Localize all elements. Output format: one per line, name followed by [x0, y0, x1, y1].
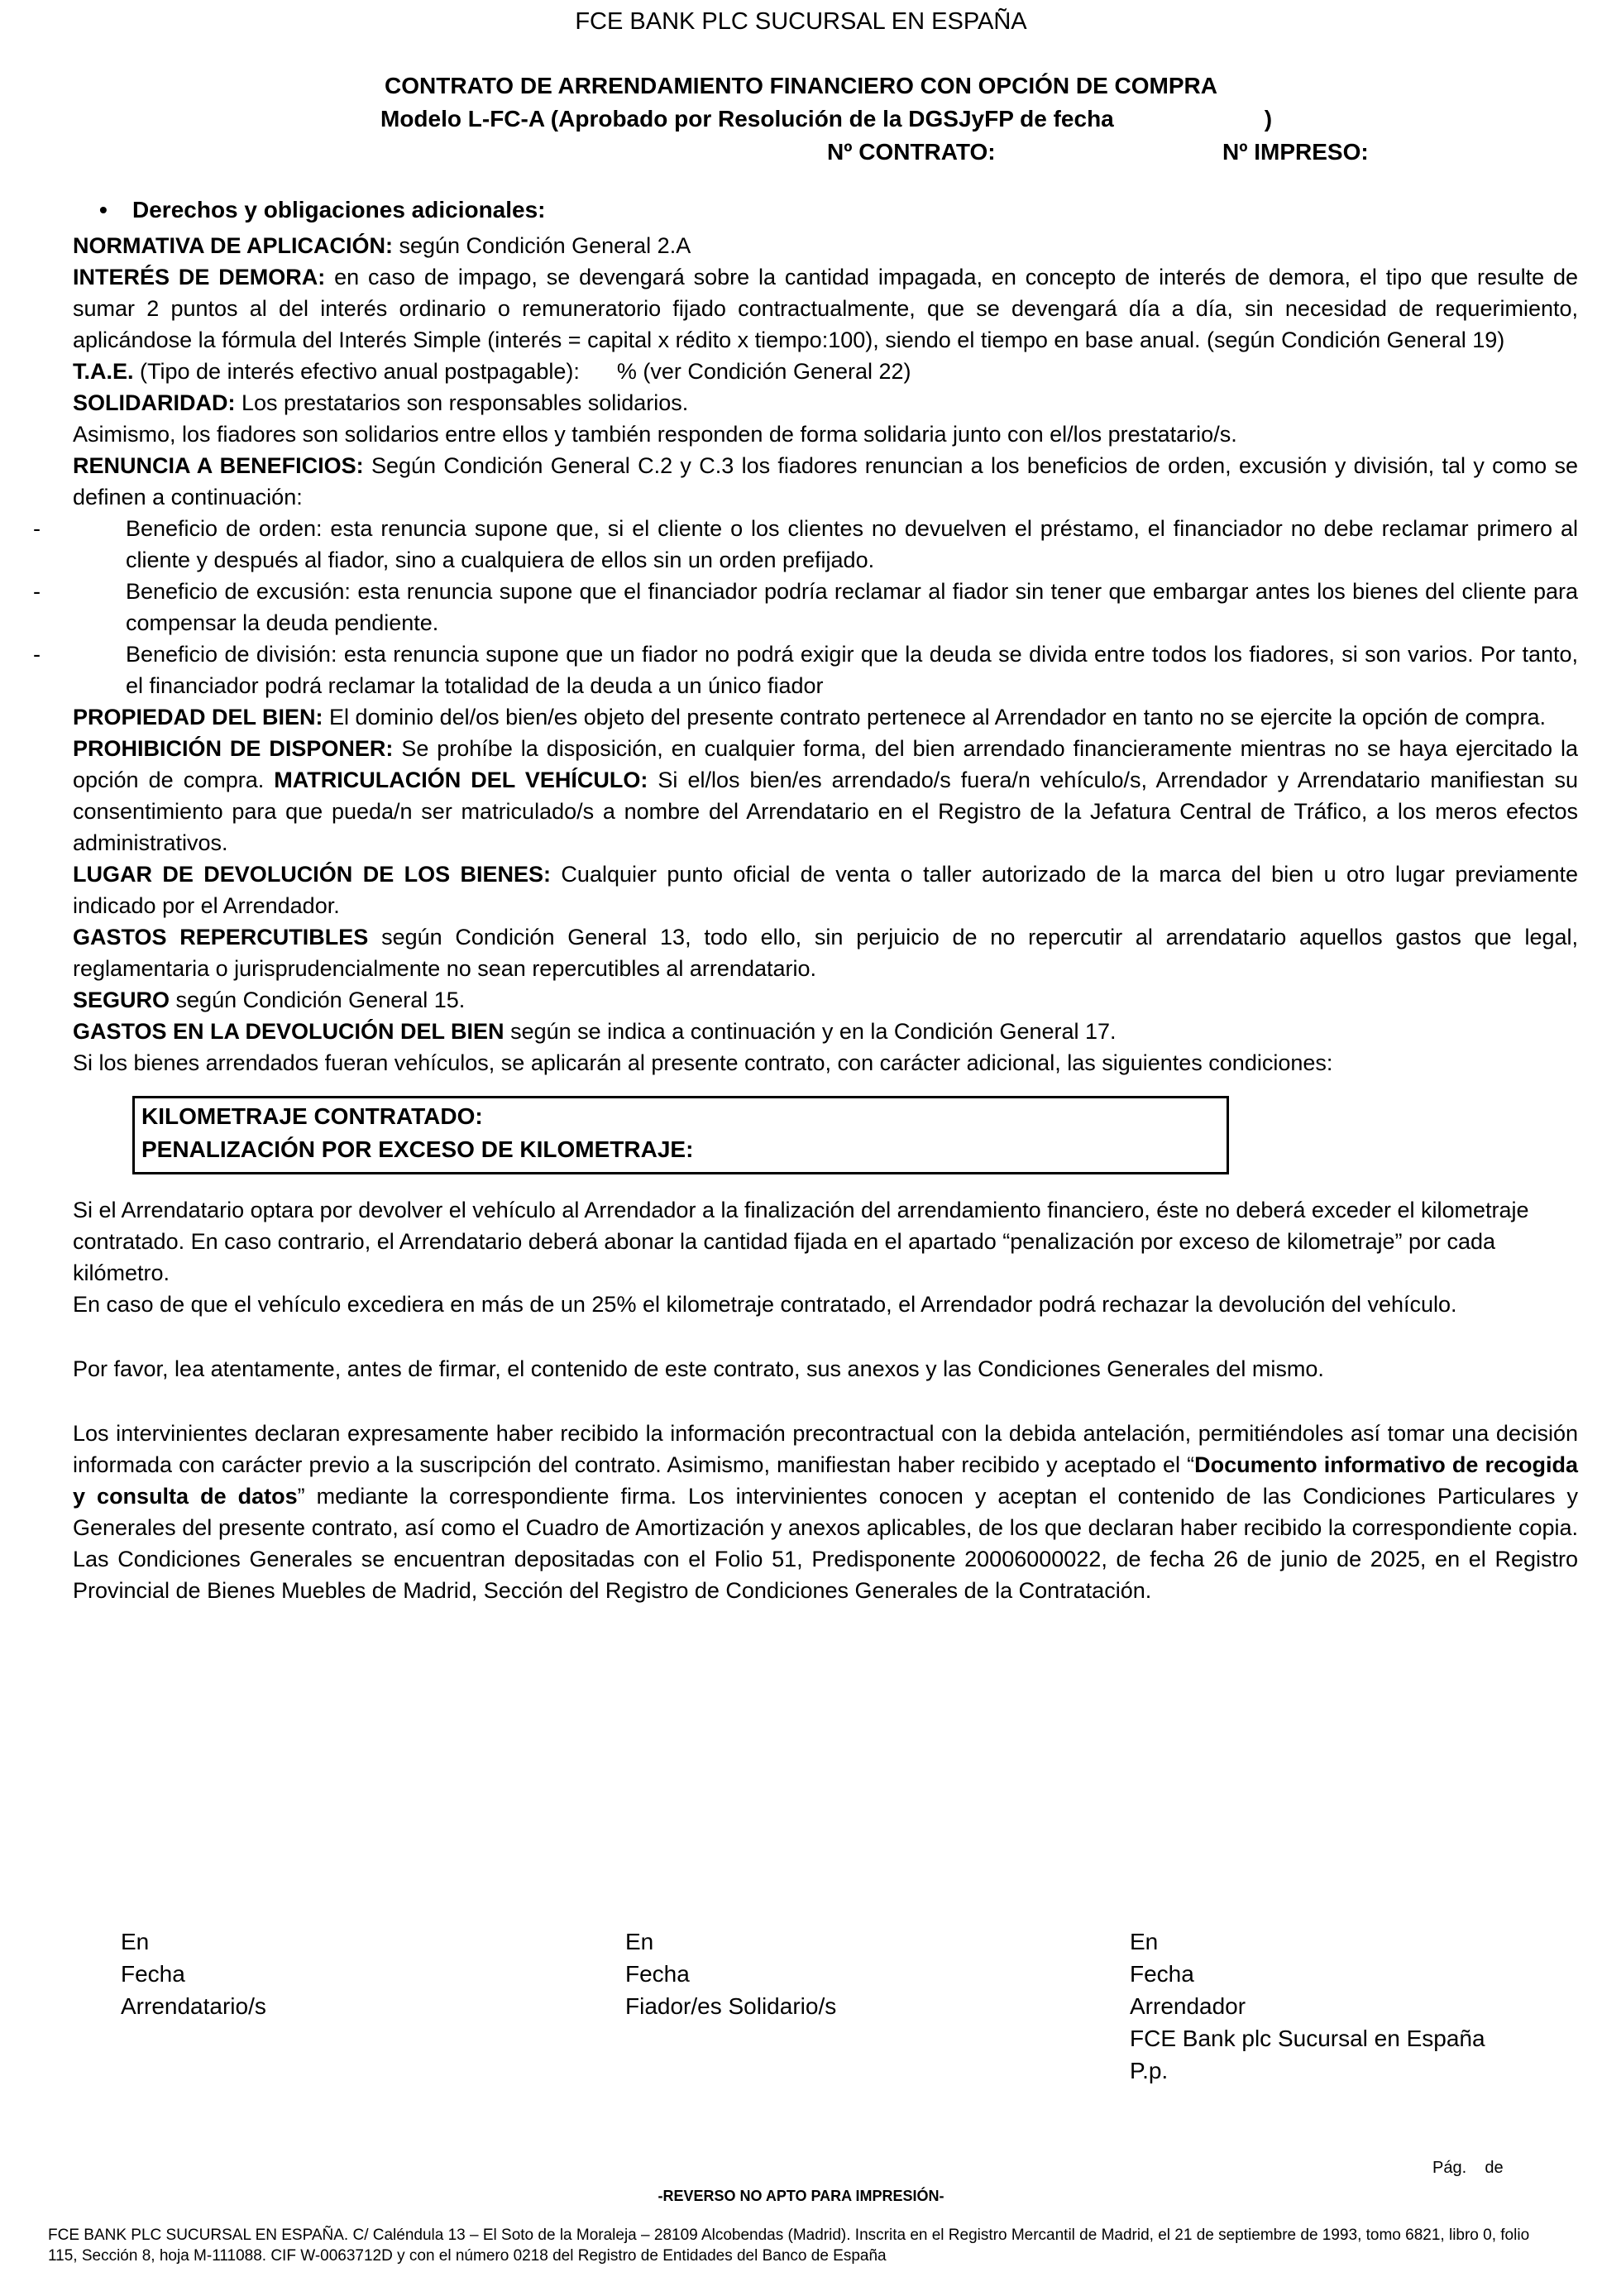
tae-text: (Tipo de interés efectivo anual postpagable): % (ver Condición General 22) — [133, 359, 911, 384]
sig-en: En — [121, 1929, 150, 1954]
kilometraje-contratado: KILOMETRAJE CONTRATADO: — [141, 1103, 483, 1129]
signature-arrendador — [1130, 1925, 1485, 2087]
seguro-text: según Condición General 15. — [170, 988, 466, 1012]
signature-fiador — [625, 1925, 836, 2022]
sig-role: Arrendador — [1130, 1993, 1246, 2019]
sig-en: En — [625, 1929, 654, 1954]
normativa-label: NORMATIVA DE APLICACIÓN: — [73, 233, 393, 258]
sig-en: En — [1130, 1929, 1159, 1954]
devolucion-label: GASTOS EN LA DEVOLUCIÓN DEL BIEN — [73, 1019, 505, 1044]
bullet-icon: • — [99, 197, 108, 222]
dash-marker: - — [33, 642, 41, 667]
list-item — [33, 639, 1578, 701]
lugar-clause — [73, 859, 1578, 921]
sig-role: Arrendatario/s — [121, 1993, 266, 2019]
km-exceso-paragraph: En caso de que el vehículo excediera en más de un 25% el kilometraje contratado, el Arrendador podrá rechazar la devolución del vehículo. — [73, 1292, 1457, 1317]
model-text: Modelo L-FC-A (Aprobado por Resolución de la DGSJyFP de fecha — [380, 106, 1114, 132]
seguro-clause — [73, 984, 1578, 1016]
lugar-label: LUGAR DE DEVOLUCIÓN DE LOS BIENES: — [73, 862, 552, 887]
signature-arrendatario — [121, 1925, 266, 2022]
footer-legal: FCE BANK PLC SUCURSAL EN ESPAÑA. C/ Caléndula 13 – El Soto de la Moraleja – 28109 Alcobendas (Madrid). Inscrita en el Registro Mercantil de Madrid, el 21 de septiembre de 1993, tomo 6821, libro 0, folio 115, Sección 8, hoja M-111088. CIF W-0063712D y con el número 0218 del Registro de Entidades del Banco de España — [48, 2227, 1530, 2265]
demora-label: INTERÉS DE DEMORA: — [73, 265, 326, 289]
kilometraje-box — [132, 1096, 1229, 1174]
declaration-text-1: Los intervinientes declaran expresamente haber recibido la información precontractual con la debida antelación, permitiéndoles así tomar una decisión informada con carácter previo a la suscripción del contrato. Asimismo, manifiestan haber recibido y aceptado el “ — [73, 1421, 1578, 1477]
beneficio-division: Beneficio de división: esta renuncia supone que un fiador no podrá exigir que la deuda se divida entre todos los fiadores, si son varios. Por tanto, el financiador podrá reclamar la totalidad de la deuda a un único fiador — [126, 642, 1578, 698]
read-notice: Por favor, lea atentamente, antes de firmar, el contenido de este contrato, sus anexos y las Condiciones Generales del mismo. — [73, 1356, 1324, 1381]
section-heading-text: Derechos y obligaciones adicionales: — [132, 197, 546, 222]
contract-number-label: Nº CONTRATO: — [827, 139, 996, 165]
tae-clause — [73, 356, 1578, 387]
devolucion-text: según se indica a continuación y en la Condición General 17. — [504, 1019, 1117, 1044]
renuncia-clause — [73, 450, 1578, 513]
print-number-label: Nº IMPRESO: — [1222, 139, 1369, 165]
section-heading — [99, 197, 546, 223]
declaration-bold: Documento informativo de recogida y consulta de datos — [73, 1452, 1578, 1509]
matriculacion-label: MATRICULACIÓN DEL VEHÍCULO: — [274, 768, 648, 792]
list-item — [33, 576, 1578, 639]
prohibicion-clause — [73, 733, 1578, 859]
clauses-top — [73, 230, 1578, 513]
devolucion-clause — [73, 1016, 1578, 1047]
gastos-label: GASTOS REPERCUTIBLES — [73, 925, 369, 949]
beneficio-excusion: Beneficio de excusión: esta renuncia supone que el financiador podría reclamar al fiador sin tener que embargar antes los bienes del cliente para compensar la deuda pendiente. — [126, 579, 1578, 635]
contract-model — [380, 106, 1272, 132]
gastos-clause — [73, 921, 1578, 984]
seguro-label: SEGURO — [73, 988, 170, 1012]
sig-fecha: Fecha — [1130, 1961, 1194, 1987]
dash-marker: - — [33, 579, 41, 604]
beneficio-orden: Beneficio de orden: esta renuncia supone que, si el cliente o los clientes no devuelven el préstamo, el financiador no debe reclamar primero al cliente y después al fiador, sino a cualquiera de ellos sin un orden prefijado. — [126, 516, 1578, 572]
list-item — [33, 513, 1578, 576]
propiedad-label: PROPIEDAD DEL BIEN: — [73, 705, 323, 729]
matriculacion-text: Si el/los bien/es arrendado/s fuera/n vehículo/s, Arrendador y Arrendatario manifiestan su consentimiento para que pueda/n ser matriculado/s a nombre del Arrendatario en el Registro de la Jefatura Central de Tráfico, a los meros efectos administrativos. — [73, 768, 1578, 855]
solidaridad-text: Los prestatarios son responsables solidarios. — [235, 390, 689, 415]
penalizacion-exceso: PENALIZACIÓN POR EXCESO DE KILOMETRAJE: — [141, 1136, 694, 1162]
sig-fecha: Fecha — [121, 1961, 185, 1987]
km-paragraph: Si el Arrendatario optara por devolver el vehículo al Arrendador a la finalización del arrendamiento financiero, éste no deberá exceder el kilometraje contratado. En caso contrario, el Arrendatario deberá abonar la cantidad fijada en el apartado “penalización por exceso de kilometraje” por cada kilómetro. — [73, 1198, 1529, 1285]
sig-fecha: Fecha — [625, 1961, 690, 1987]
sig-pp: P.p. — [1130, 2058, 1169, 2083]
declaration-paragraph — [73, 1418, 1578, 1606]
normativa-text: según Condición General 2.A — [392, 233, 691, 258]
tae-label: T.A.E. — [73, 359, 134, 384]
vehiculos-text: Si los bienes arrendados fueran vehículos, se aplicarán al presente contrato, con carácter adicional, las siguientes condiciones: — [73, 1050, 1333, 1075]
demora-clause — [73, 261, 1578, 356]
solidaridad-clause — [73, 387, 1578, 419]
lugar-text: Cualquier punto oficial de venta o taller autorizado de la marca del bien u otro lugar previamente indicado por el Arrendador. — [73, 862, 1578, 918]
renuncia-label: RENUNCIA A BENEFICIOS: — [73, 453, 364, 478]
sig-bank: FCE Bank plc Sucursal en España — [1130, 2026, 1485, 2051]
propiedad-clause — [73, 701, 1578, 733]
gastos-text: según Condición General 13, todo ello, sin perjuicio de no repercutir al arrendatario aquellos gastos que legal, reglamentaria o jurisprudencialmente no sean repercutibles al arrendatario. — [73, 925, 1578, 981]
prohibicion-label: PROHIBICIÓN DE DISPONER: — [73, 736, 394, 761]
reverso-notice: -REVERSO NO APTO PARA IMPRESIÓN- — [658, 2188, 944, 2204]
sig-role: Fiador/es Solidario/s — [625, 1993, 837, 2019]
dash-marker: - — [33, 516, 41, 541]
normativa-clause — [73, 230, 1578, 261]
contract-title: CONTRATO DE ARRENDAMIENTO FINANCIERO CON OPCIÓN DE COMPRA — [385, 73, 1217, 98]
demora-text: en caso de impago, se devengará sobre la cantidad impagada, en concepto de interés de demora, el tipo que resulte de sumar 2 puntos al del interés ordinario o remuneratorio fijado contractualmente, que se devengará día a día, sin necesidad de requerimiento, aplicándose la fórmula del Interés Simple (interés = capital x rédito x tiempo:100), siendo el tiempo en base anual. (según Condición General 19) — [73, 265, 1578, 352]
clauses-bottom — [73, 701, 1578, 1079]
beneficios-list — [33, 513, 1578, 701]
prohibicion-text: Se prohíbe la disposición, en cualquier forma, del bien arrendado financieramente mientras no se haya ejercitado la opción de compra. — [73, 736, 1578, 792]
bank-header: FCE BANK PLC SUCURSAL EN ESPAÑA — [575, 8, 1027, 35]
propiedad-text: El dominio del/os bien/es objeto del presente contrato pertenece al Arrendador en tanto no se ejercite la opción de compra. — [323, 705, 1546, 729]
solidaridad-label: SOLIDARIDAD: — [73, 390, 236, 415]
renuncia-text: Según Condición General C.2 y C.3 los fiadores renuncian a los beneficios de orden, excusión y división, tal y como se definen a continuación: — [73, 453, 1578, 509]
model-close: ) — [1264, 106, 1273, 132]
declaration-text-2: ” mediante la correspondiente firma. Los intervinientes conocen y aceptan el contenido de las Condiciones Particulares y Generales del presente contrato, así como el Cuadro de Amortización y anexos aplicables, de los que declaran haber recibido la correspondiente copia. Las Condiciones Generales se encuentran depositadas con el Folio 51, Predisponente 20006000022, de fecha 26 de junio de 2025, en el Registro Provincial de Bienes Muebles de Madrid, Sección del Registro de Condiciones Generales de la Contratación. — [73, 1484, 1578, 1603]
solidaridad-fiadores: Asimismo, los fiadores son solidarios entre ellos y también responden de forma solidaria junto con el/los prestatario/s. — [73, 422, 1237, 447]
page-number: Pág. de — [1432, 2159, 1504, 2177]
